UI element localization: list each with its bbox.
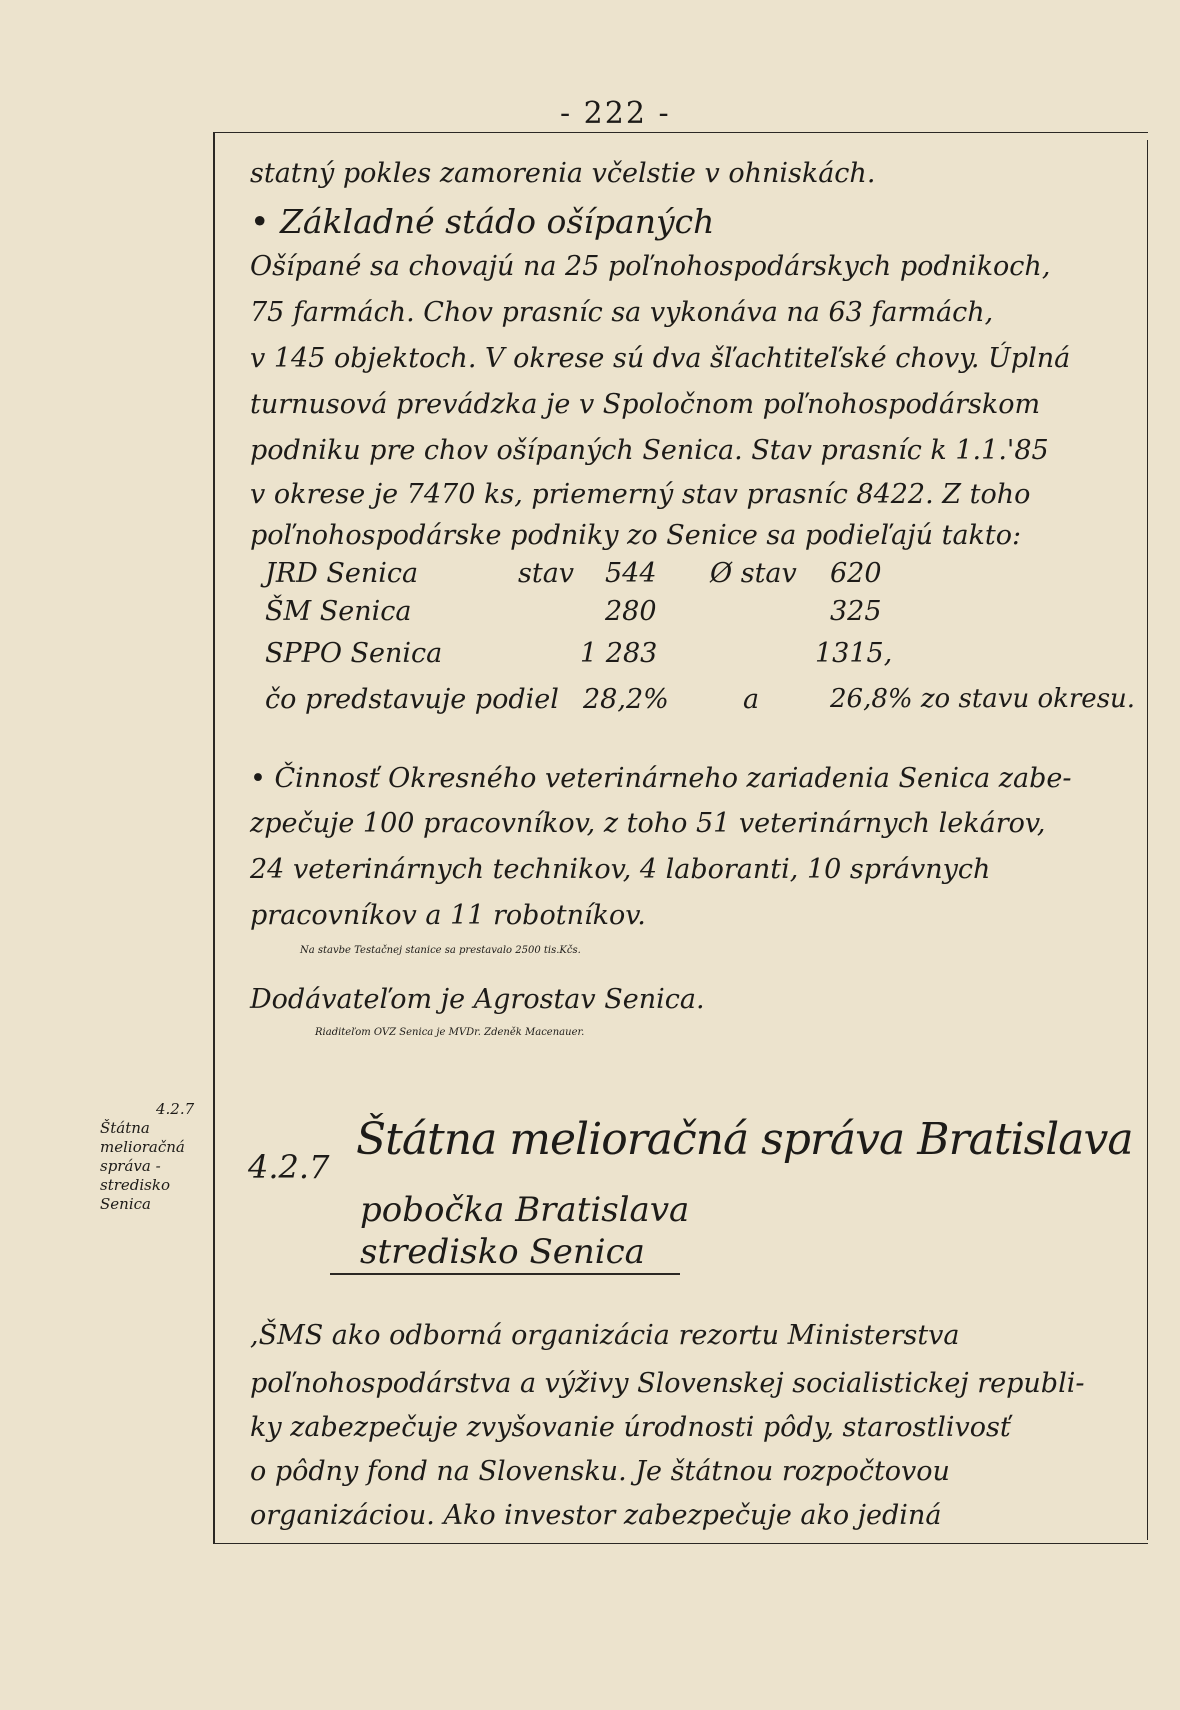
body-line: poľnohospodárske podniky zo Senice sa podieľajú takto: [250,520,1022,551]
text-frame-right-rule [1147,140,1148,1540]
table-row [265,596,1145,632]
section-subtitle: stredisko Senica [360,1232,645,1272]
body-line: organizáciou. Ako investor zabezpečuje ako jediná [250,1500,942,1531]
table-cell-label: stav [518,558,575,589]
page-number: - 222 - [560,96,671,131]
section-number: 4.2.7 [248,1148,330,1186]
margin-note-line: správa - [100,1157,161,1175]
body-line: pracovníkov a 11 robotníkov. [250,900,646,931]
body-line: ,ŠMS ako odborná organizácia rezortu Ministerstva [250,1320,960,1351]
margin-note-line: melioračná [100,1138,185,1156]
section-title: Štátna melioračná správa Bratislava [356,1114,1133,1165]
body-line: v okrese je 7470 ks, priemerný stav prasníc 8422. Z toho [250,479,1031,510]
margin-note-line: 4.2.7 [156,1100,195,1118]
body-line: ky zabezpečuje zvyšovanie úrodnosti pôdy, starostlivosť [250,1412,1011,1443]
table-cell-avg: 1315, [815,638,893,669]
body-line: podniku pre chov ošípaných Senica. Stav prasníc k 1.1.'85 [250,435,1049,466]
table-cell-avg: 325 [830,596,882,627]
table-cell-value: 544 [605,558,657,589]
share-value: 28,2% [583,684,669,715]
margin-note [100,1100,210,1214]
table-cell-avg: 620 [830,558,882,589]
body-line: Ošípané sa chovajú na 25 poľnohospodárskych podnikoch, [250,251,1051,282]
table-row [265,558,1145,594]
share-value2: 26,8% zo stavu okresu. [830,684,1136,714]
table-cell-avg-label: Ø stav [710,558,797,589]
table-row [265,638,1145,674]
table-cell-name: ŠM Senica [265,596,412,627]
body-line: • Činnosť Okresného veterinárneho zariadenia Senica zabe- [250,763,1072,794]
body-line: Dodávateľom je Agrostav Senica. [250,984,705,1015]
table-cell-name: JRD Senica [265,558,419,589]
body-line: v 145 objektoch. V okrese sú dva šľachtiteľské chovy. Úplná [250,343,1071,374]
body-line: Na stavbe Testačnej stanice sa prestavalo 2500 tis.Kčs. [300,945,581,956]
body-line: o pôdny fond na Slovensku. Je štátnou rozpočtovou [250,1456,950,1487]
table-row-share [265,684,1145,720]
table-cell-value: 1 283 [580,638,658,669]
margin-note-line: Senica [100,1195,151,1213]
body-line: statný pokles zamorenia včelstie v ohniskách. [250,158,876,189]
share-text: čo predstavuje podiel [265,684,559,715]
section-heading-basic-herd: • Základné stádo ošípaných [250,202,715,241]
margin-note-line: Štátna [100,1119,150,1137]
share-conj: a [743,684,760,715]
body-line: zpečuje 100 pracovníkov, z toho 51 veterinárnych lekárov, [250,808,1046,839]
table-cell-value: 280 [605,596,657,627]
body-line: Riaditeľom OVZ Senica je MVDr. Zdeněk Macenauer. [315,1027,585,1038]
margin-note-line: stredisko [100,1176,170,1194]
body-line: 24 veterinárnych technikov, 4 laboranti, 10 správnych [250,854,991,885]
table-cell-name: SPPO Senica [265,638,443,669]
section-subtitle: pobočka Bratislava [360,1190,690,1230]
body-line: turnusová prevádzka je v Spoločnom poľnohospodárskom [250,389,1041,420]
body-line: 75 farmách. Chov prasníc sa vykonáva na 63 farmách, [250,297,994,328]
subtitle-underline [330,1273,680,1275]
body-line: poľnohospodárstva a výživy Slovenskej socialistickej republi- [250,1368,1085,1399]
